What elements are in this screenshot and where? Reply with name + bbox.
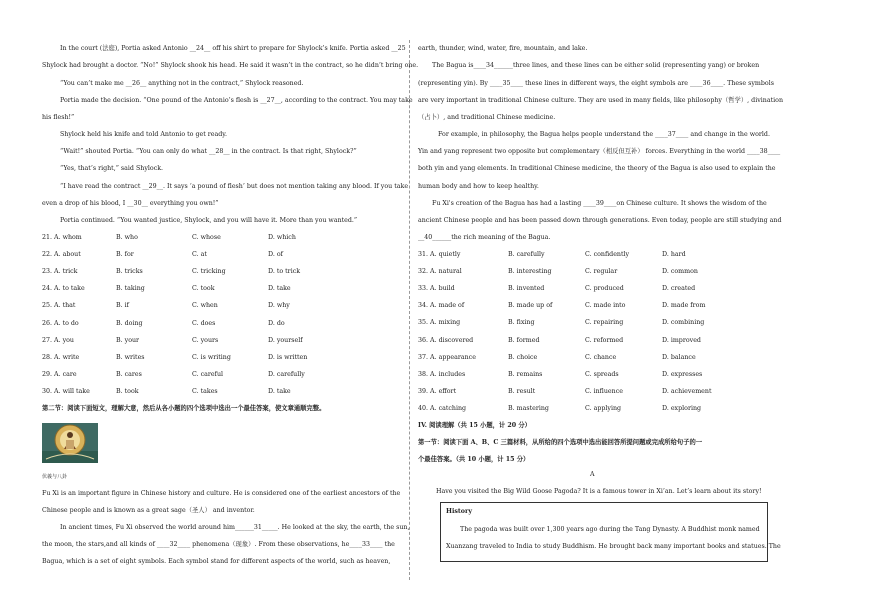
option-d: D. which	[268, 234, 296, 241]
option-c: C. chance	[585, 353, 617, 361]
option-c: C. is writing	[192, 353, 231, 361]
option-a: 36. A. discovered	[418, 336, 474, 344]
box-title: History	[446, 508, 472, 515]
option-a: 23. A. trick	[42, 268, 78, 276]
passage-line: human body and how to keep healthy.	[418, 183, 539, 190]
story-line: Shylock had brought a doctor. “No!” Shylock shook his head. He said it wasn’t in the contract, so he didn’t bring one.	[42, 62, 419, 69]
passage-line: Bagua, which is a set of eight symbols. Each symbol stand for different aspects of the world, such as heaven,	[42, 558, 391, 565]
option-b: B. writes	[116, 353, 145, 361]
option-a: 22. A. about	[42, 251, 81, 259]
option-c: C. does	[192, 319, 216, 327]
option-b: B. doing	[116, 319, 143, 327]
option-a: 21. A. whom	[42, 234, 82, 241]
option-d: D. take	[268, 285, 291, 293]
option-b: B. interesting	[508, 268, 552, 276]
option-b: B. taking	[116, 285, 145, 293]
box-line: The pagoda was built over 1,300 years ago during the Tang Dynasty. A Buddhist monk named	[460, 526, 760, 533]
box-line: Xuanzang traveled to India to study Buddhism. He brought back many important books and statues. The	[446, 543, 781, 550]
option-d: D. achievement	[662, 387, 712, 395]
option-d: D. of	[268, 251, 283, 259]
passage-intro: Have you visited the Big Wild Goose Pagoda? It is a famous tower in Xi’an. Let’s learn about its story!	[436, 488, 762, 495]
option-a: 29. A. care	[42, 370, 77, 378]
story-line: his flesh!”	[42, 114, 75, 121]
option-a: 37. A. appearance	[418, 353, 476, 361]
option-a: 33. A. build	[418, 285, 455, 293]
option-d: D. combining	[662, 319, 705, 327]
option-d: D. carefully	[268, 370, 305, 378]
passage-line: earth, thunder, wind, water, fire, mountain, and lake.	[418, 45, 588, 52]
option-c: C. applying	[585, 404, 622, 412]
option-b: B. fixing	[508, 319, 535, 327]
passage-line: Yin and yang represent two opposite but complementary（相反但互补） forces. Everything in the world ____38____	[418, 148, 781, 155]
passage-line: __40______the rich meaning of the Bagua.	[418, 234, 551, 241]
passage-line: (representing yin). By ____35____ these lines in different ways, the eight symbols are ____36____. These symbols	[418, 80, 774, 87]
option-c: C. repairing	[585, 319, 624, 327]
option-b: B. invented	[508, 285, 545, 293]
option-d: D. balance	[662, 353, 696, 361]
passage-line: The Bagua is____34______three lines, and these lines can be either solid (representing yang) or broken	[432, 62, 760, 69]
option-a: 40. A. catching	[418, 404, 467, 412]
option-c: C. influence	[585, 387, 623, 395]
option-d: D. made from	[662, 302, 706, 310]
option-c: C. yours	[192, 336, 219, 344]
option-c: C. spreads	[585, 370, 619, 378]
option-b: B. who	[116, 234, 138, 241]
option-d: D. created	[662, 285, 696, 293]
story-line: Shylock held his knife and told Antonio to get ready.	[60, 131, 228, 138]
option-b: B. your	[116, 336, 140, 344]
option-a: 38. A. includes	[418, 370, 466, 378]
passage-letter: A	[590, 471, 595, 478]
option-a: 30. A. will take	[42, 387, 90, 395]
fuxi-bagua-illustration	[42, 423, 98, 463]
option-c: C. confidently	[585, 251, 630, 258]
passage-line: In ancient times, Fu Xi observed the world around him______31_____. He looked at the sky, the earth, the sun,	[60, 524, 410, 531]
option-c: C. regular	[585, 268, 618, 276]
option-b: B. formed	[508, 336, 540, 344]
passage-line: （占卜）, and traditional Chinese medicine.	[418, 114, 556, 121]
option-a: 39. A. effort	[418, 387, 457, 395]
story-line: In the court (法庭), Portia asked Antonio __24__ off his shirt to prepare for Shylock’s knife. Portia asked __25	[60, 45, 406, 52]
section-title: IV. 阅读理解（共 15 小题，计 20 分）	[418, 422, 531, 429]
option-d: D. yourself	[268, 336, 303, 344]
option-d: D. hard	[662, 251, 686, 258]
option-d: D. exploring	[662, 404, 702, 412]
story-line: “Wait!” shouted Portia. “You can only do what __28__ in the contract. Is that right, Shylock?”	[60, 148, 357, 155]
option-c: C. takes	[192, 387, 218, 395]
option-a: 24. A. to take	[42, 285, 85, 293]
passage-line: ancient Chinese people and has been passed down through generations. Even today, people are still studying and	[418, 217, 782, 224]
option-d: D. improved	[662, 336, 701, 344]
option-a: 26. A. to do	[42, 319, 79, 327]
option-b: B. took	[116, 387, 139, 395]
passage-line: Fu Xi's creation of the Bagua has had a lasting ____39____on Chinese culture. It shows the wisdom of the	[432, 200, 767, 207]
option-c: C. at	[192, 251, 207, 259]
option-c: C. produced	[585, 285, 624, 293]
option-b: B. remains	[508, 370, 543, 378]
story-line: Portia continued. “You wanted justice, Shylock, and you will have it. More than you wanted.”	[60, 217, 358, 224]
option-c: C. tricking	[192, 268, 226, 276]
option-a: 27. A. you	[42, 336, 74, 344]
section-heading: 个最佳答案。（共 10 小题，计 15 分）	[418, 456, 530, 463]
option-d: D. do	[268, 319, 285, 327]
section-heading: 第一节：阅读下面 A、B、C 三篇材料，从所给的四个选项中选出能回答所提问题或完成所给句子的一	[418, 439, 703, 446]
option-a: 28. A. write	[42, 353, 80, 361]
option-a: 25. A. that	[42, 302, 76, 310]
option-a: 34. A. made of	[418, 302, 465, 310]
passage-line: For example, in philosophy, the Bagua helps people understand the ____37____ and change in the world.	[438, 131, 770, 138]
option-b: B. cares	[116, 370, 142, 378]
option-b: B. mastering	[508, 404, 549, 412]
option-c: C. reformed	[585, 336, 624, 344]
option-b: B. made up of	[508, 302, 553, 310]
option-d: D. why	[268, 302, 290, 310]
story-line: “Yes, that’s right,” said Shylock.	[60, 165, 164, 172]
passage-line: Fu Xi is an important figure in Chinese history and culture. He is considered one of the earliest ancestors of the	[42, 490, 401, 497]
option-b: B. for	[116, 251, 134, 259]
story-line: “You can’t make me __26__ anything not in the contract,” Shylock reasoned.	[60, 80, 304, 87]
option-c: C. careful	[192, 370, 224, 378]
option-d: D. to trick	[268, 268, 301, 276]
option-c: C. took	[192, 285, 215, 293]
section-heading: 第二节：阅读下面短文，理解大意，然后从各小题的四个选项中选出一个最佳答案，使文章通顺完整。	[42, 405, 326, 412]
story-line: Portia made the decision. “One pound of the Antonio’s flesh is __27__, according to the contract. You may take	[60, 97, 413, 104]
passage-line: the moon, the stars,and all kinds of ____32____ phenomena（现象）. From these observations, he____33____ the	[42, 541, 395, 548]
option-c: C. whose	[192, 234, 221, 241]
passage-line: Chinese people and is known as a great sage（圣人） and inventor.	[42, 507, 255, 514]
option-b: B. choice	[508, 353, 538, 361]
story-line: even a drop of his blood, I __30__ everything you own!”	[42, 200, 219, 207]
passage-line: are very important in traditional Chinese culture. They are used in many fields, like philosophy（哲学）, divination	[418, 97, 784, 104]
option-d: D. is written	[268, 353, 308, 361]
option-d: D. take	[268, 387, 291, 395]
option-c: C. made into	[585, 302, 626, 310]
option-b: B. carefully	[508, 251, 545, 258]
column-divider	[409, 40, 410, 580]
option-d: D. expresses	[662, 370, 703, 378]
story-line: “I have read the contract __29__. It says ‘a pound of flesh’ but does not mention taking any blood. If you take	[60, 183, 409, 190]
option-c: C. when	[192, 302, 218, 310]
option-a: 35. A. mixing	[418, 319, 461, 327]
option-d: D. common	[662, 268, 698, 276]
option-b: B. if	[116, 302, 129, 310]
option-a: 32. A. natural	[418, 268, 462, 276]
option-a: 31. A. quietly	[418, 251, 461, 258]
passage-line: both yin and yang elements. In traditional Chinese medicine, the theory of the Bagua is also used to explain the	[418, 165, 776, 172]
illustration-caption: 伏羲与八卦	[42, 474, 68, 480]
option-b: B. result	[508, 387, 536, 395]
option-b: B. tricks	[116, 268, 143, 276]
